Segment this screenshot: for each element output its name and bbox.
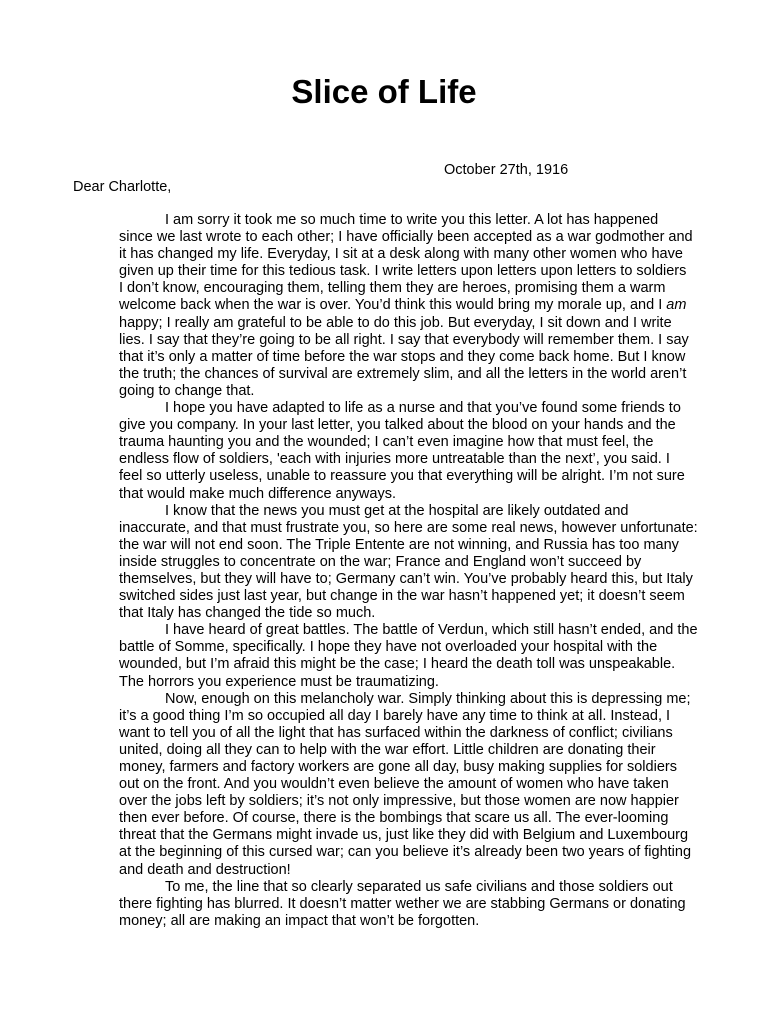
paragraph-line: threat that the Germans might invade us, just like they did with Belgium and Luxembourg [119, 827, 689, 844]
paragraph-line: give you company. In your last letter, you talked about the blood on your hands and the [119, 417, 676, 434]
letter-paragraph-1 [73, 212, 695, 400]
paragraph-line: that Italy has changed the tide so much. [119, 605, 376, 622]
paragraph-line: I am sorry it took me so much time to write you this letter. A lot has happened [165, 212, 659, 228]
paragraph-line: want to tell you of all the light that has surfaced within the darkness of conflict; civilians [119, 724, 673, 741]
page-title: Slice of Life [291, 73, 477, 110]
paragraph-line: at the beginning of this cursed war; can you believe it’s already been two years of fighting [119, 844, 692, 861]
paragraph-line: that it’s only a matter of time before the war stops and they come back home. But I know [119, 348, 686, 365]
paragraph-line: I don’t know, encouraging them, telling them they are heroes, promising them a warm [119, 280, 666, 297]
letter-paragraph-4 [73, 622, 698, 690]
paragraph-line: out on the front. And you wouldn’t even believe the amount of women who have taken [119, 776, 669, 793]
paragraph-line: I hope you have adapted to life as a nurse and that you’ve found some friends to [165, 400, 681, 417]
paragraph-line: over the jobs left by soldiers; it’s not only impressive, but those women are now happier [119, 793, 679, 810]
paragraph-line: given up their time for this tedious task. I write letters upon letters upon letters to soldiers [119, 263, 687, 280]
paragraph-line: money, farmers and factory workers are gone all day, busy making supplies for soldiers [119, 759, 677, 775]
paragraph-line: I have heard of great battles. The battle of Verdun, which still hasn’t ended, and the [165, 622, 698, 639]
paragraph-line: endless flow of soldiers, 'each with injuries more untreatable than the next’, you said. I [119, 451, 670, 468]
paragraph-line: trauma haunting you and the wounded; I can’t even imagine how that must feel, the [119, 434, 654, 451]
emphasized-word: am [666, 297, 687, 314]
paragraph-line: switched sides just last year, but change in the war hasn’t happened yet; it doesn’t seem [119, 588, 685, 605]
paragraph-line: it’s a good thing I’m so occupied all day I barely have any time to think at all. Instead, I [119, 707, 671, 724]
paragraph-line: money; all are making an impact that won’t be forgotten. [119, 912, 480, 929]
paragraph-line: happy; I really am grateful to be able to do this job. But everyday, I sit down and I write [119, 314, 672, 331]
paragraph-line: I know that the news you must get at the hospital are likely outdated and [165, 502, 629, 519]
paragraph-line: going to change that. [119, 382, 255, 399]
paragraph-line: then ever before. Of course, there is the bombings that scare us all. The ever-looming [119, 810, 669, 827]
paragraph-line: The horrors you experience must be traumatizing. [119, 673, 439, 690]
paragraph-line: To me, the line that so clearly separated us safe civilians and those soldiers out [165, 878, 673, 895]
letter-paragraph-2 [73, 400, 695, 503]
paragraph-line: battle of Somme, specifically. I hope they have not overloaded your hospital with the [119, 639, 658, 656]
paragraph-line: inside struggles to concentrate on the war; France and England won’t succeed by [119, 553, 642, 570]
letter-paragraph-3 [73, 502, 698, 623]
paragraph-line: united, doing all they can to help with the war effort. Little children are donating their [119, 741, 656, 758]
paragraph-line: there fighting has blurred. It doesn’t matter wether we are stabbing Germans or donating [119, 895, 686, 912]
paragraph-line: since we last wrote to each other; I have officially been accepted as a war godmother and [119, 229, 693, 246]
letter-body [73, 212, 698, 930]
paragraph-line: the truth; the chances of survival are extremely slim, and all the letters in the world aren’t [119, 365, 687, 382]
paragraph-line: and death and destruction! [119, 861, 291, 878]
letter-paragraph-6 [73, 879, 695, 930]
letter-date: October 27th, 1916 [444, 162, 569, 178]
paragraph-line: Now, enough on this melancholy war. Simply thinking about this is depressing me; [165, 690, 691, 707]
paragraph-line: wounded, but I’m afraid this might be the case; I heard the death toll was unspeakable. [119, 656, 676, 673]
paragraph-line: inaccurate, and that must frustrate you, so here are some real news, however unfortunate: [119, 519, 698, 536]
letter-paragraph-5 [73, 691, 695, 879]
paragraph-line: lies. I say that they’re going to be all right. I say that everybody will remember them. I say [119, 331, 689, 348]
paragraph-line: it has changed my life. Everyday, I sit at a desk along with many other women who have [119, 246, 683, 263]
paragraph-line: themselves, but they will have to; Germany can’t win. You’ve probably heard this, but Italy [119, 570, 693, 587]
paragraph-line: the war will not end soon. The Triple Entente are not winning, and Russia has too many [119, 536, 679, 553]
paragraph-line: welcome back when the war is over. You’d think this would bring my morale up, and I am [119, 297, 687, 314]
letter-salutation: Dear Charlotte, [73, 179, 172, 195]
paragraph-line: that would make much difference anyways. [119, 485, 396, 502]
paragraph-line: feel so utterly useless, unable to reassure you that everything will be alright. I’m not sure [119, 468, 685, 485]
